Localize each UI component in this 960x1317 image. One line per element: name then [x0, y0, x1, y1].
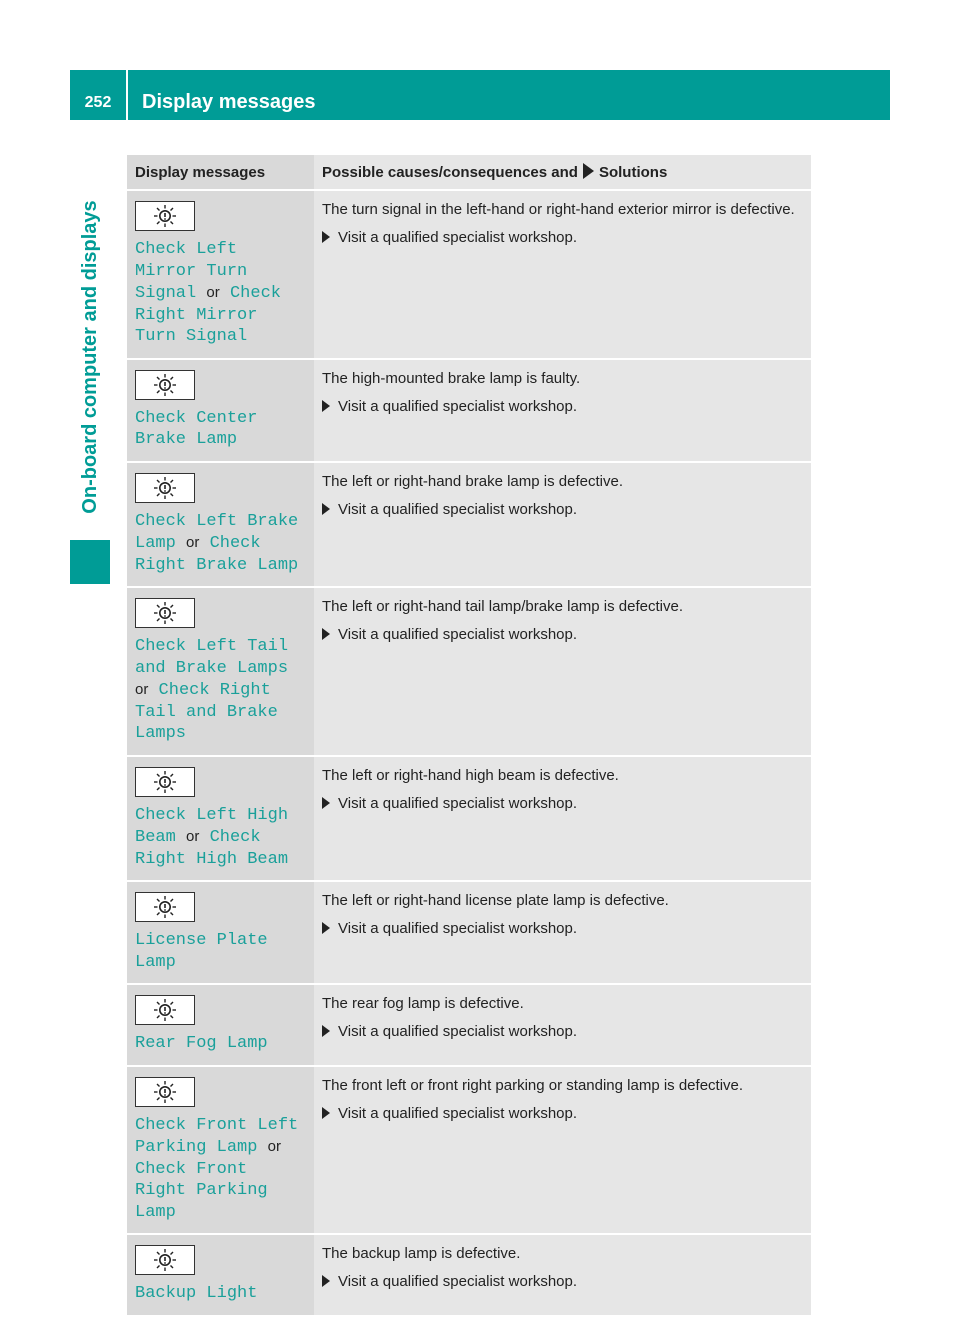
solution-text: Visit a qualified specialist workshop.	[338, 1023, 578, 1040]
solution-step	[322, 624, 803, 646]
table-row	[127, 1066, 811, 1235]
cause-text: The backup lamp is defective.	[322, 1245, 521, 1262]
messages-table-container	[127, 155, 811, 1317]
solution-text: Visit a qualified specialist workshop.	[338, 397, 578, 415]
display-message: License Plate Lamp	[135, 931, 268, 972]
arrow-right-icon	[322, 628, 330, 640]
or-separator: or	[206, 284, 220, 301]
solution-step	[322, 499, 803, 521]
display-message-text	[135, 1115, 306, 1224]
or-separator: or	[186, 828, 200, 845]
display-message-text	[135, 1283, 306, 1305]
solution-step	[322, 1271, 803, 1293]
arrow-right-icon	[322, 503, 330, 515]
display-message-cell	[127, 359, 314, 462]
arrow-right-icon	[322, 1025, 330, 1037]
display-message-cell	[127, 756, 314, 882]
display-message-text	[135, 408, 306, 451]
bulb-warning-icon	[135, 473, 195, 503]
cause-solution-cell	[314, 1234, 811, 1316]
cause-solution-cell	[314, 984, 811, 1066]
side-tab-label: On-board computer and displays	[79, 200, 101, 514]
solution-step	[322, 1103, 803, 1125]
arrow-right-icon	[322, 1107, 330, 1119]
display-message-cell	[127, 587, 314, 756]
solution-text: Visit a qualified specialist workshop.	[338, 229, 578, 246]
cause-text: The rear fog lamp is defective.	[322, 995, 524, 1012]
display-message: Rear Fog Lamp	[135, 1034, 268, 1053]
page-title: Display messages	[142, 91, 316, 113]
cause-solution-cell	[314, 462, 811, 588]
solution-text: Visit a qualified specialist workshop.	[338, 626, 578, 643]
bulb-warning-icon	[135, 995, 195, 1025]
display-message-cell	[127, 190, 314, 359]
display-message-cell	[127, 462, 314, 588]
solution-text: Visit a qualified specialist workshop.	[338, 1273, 578, 1290]
display-message: Check Right Mirror Turn Signal	[135, 284, 281, 346]
cause-text: The left or right-hand license plate lamp is defective.	[322, 892, 669, 909]
bulb-warning-icon	[135, 370, 195, 400]
display-message: Check Front Left Parking Lamp	[135, 1115, 299, 1157]
display-message-text	[135, 1033, 306, 1055]
cause-solution-cell	[314, 359, 811, 462]
table-body	[127, 190, 811, 1316]
table-header-row	[127, 155, 811, 190]
solution-text: Visit a qualified specialist workshop.	[338, 794, 578, 812]
table-row	[127, 756, 811, 882]
table-row	[127, 462, 811, 588]
table-row	[127, 359, 811, 462]
solution-step	[322, 918, 803, 940]
display-message-cell	[127, 881, 314, 984]
cause-solution-cell	[314, 1066, 811, 1235]
display-message-cell	[127, 1234, 314, 1316]
cause-text: The left or right-hand high beam is defective.	[322, 766, 619, 784]
cause-text: The turn signal in the left-hand or right-hand exterior mirror is defective.	[322, 201, 795, 218]
display-message: Check Left Mirror Turn Signal	[135, 240, 248, 303]
or-separator: or	[186, 534, 200, 551]
side-tab	[70, 130, 110, 584]
display-message-text	[135, 930, 306, 973]
display-message: Check Left High Beam	[135, 805, 289, 847]
or-separator: or	[267, 1138, 281, 1155]
bulb-warning-icon	[135, 767, 195, 797]
bulb-warning-icon	[135, 201, 195, 231]
solution-step	[322, 396, 803, 418]
solution-step	[322, 227, 803, 249]
solution-step	[322, 1021, 803, 1043]
cause-solution-cell	[314, 587, 811, 756]
solution-text: Visit a qualified specialist workshop.	[338, 500, 578, 518]
cause-solution-cell	[314, 881, 811, 984]
arrow-right-icon	[322, 400, 330, 412]
arrow-right-icon	[322, 922, 330, 934]
col-header-suffix: Solutions	[598, 164, 668, 181]
table-row	[127, 1234, 811, 1316]
bulb-warning-icon	[135, 598, 195, 628]
arrow-right-icon	[583, 163, 594, 179]
or-separator: or	[135, 681, 149, 698]
display-message-cell	[127, 984, 314, 1066]
display-message: Check Right Brake Lamp	[135, 534, 299, 575]
arrow-right-icon	[322, 1275, 330, 1287]
cause-text: The left or right-hand brake lamp is defective.	[322, 472, 623, 490]
display-message-cell	[127, 1066, 314, 1235]
col-header-display-messages: Display messages	[127, 155, 314, 190]
display-message-text	[135, 511, 306, 577]
display-message: Check Front Right Parking Lamp	[135, 1159, 268, 1222]
cause-text: The left or right-hand tail lamp/brake lamp is defective.	[322, 598, 684, 615]
display-message: Check Right Tail and Brake Lamps	[135, 681, 278, 743]
table-row	[127, 587, 811, 756]
bulb-warning-icon	[135, 1245, 195, 1275]
cause-solution-cell	[314, 190, 811, 359]
page-header	[70, 70, 890, 120]
messages-table	[127, 155, 811, 1317]
arrow-right-icon	[322, 797, 330, 809]
col-header-prefix: Possible causes/consequences and	[322, 164, 578, 181]
table-row	[127, 881, 811, 984]
cause-text: The high-mounted brake lamp is faulty.	[322, 369, 581, 387]
display-message-text	[135, 636, 306, 745]
display-message-text	[135, 239, 306, 348]
cause-solution-cell	[314, 756, 811, 882]
display-message: Check Right High Beam	[135, 828, 289, 869]
display-message: Check Left Brake Lamp	[135, 511, 299, 553]
solution-text: Visit a qualified specialist workshop.	[338, 920, 578, 937]
display-message: Check Left Tail and Brake Lamps	[135, 637, 289, 678]
solution-text: Visit a qualified specialist workshop.	[338, 1104, 578, 1122]
col-header-causes-solutions	[314, 155, 811, 190]
solution-step	[322, 793, 803, 815]
display-message: Check Center Brake Lamp	[135, 408, 258, 449]
arrow-right-icon	[322, 231, 330, 243]
display-message: Backup Light	[135, 1284, 258, 1303]
bulb-warning-icon	[135, 892, 195, 922]
bulb-warning-icon	[135, 1077, 195, 1107]
header-divider	[126, 70, 128, 120]
table-row	[127, 190, 811, 359]
cause-text: The front left or front right parking or standing lamp is defective.	[322, 1076, 744, 1094]
side-tab-marker	[70, 540, 110, 584]
table-row	[127, 984, 811, 1066]
display-message-text	[135, 805, 306, 871]
page-number: 252	[84, 94, 112, 111]
